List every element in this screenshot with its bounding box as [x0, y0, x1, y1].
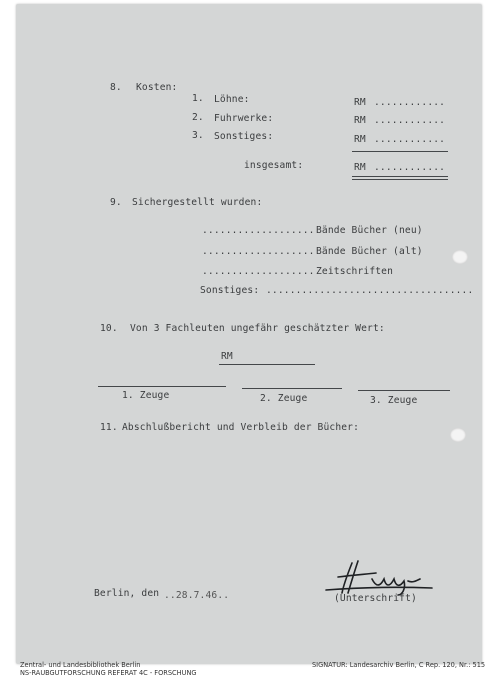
archive-footer-signature: SIGNATUR: Landesarchiv Berlin, C Rep. 120, Nr.: 515 — [312, 661, 486, 669]
total-currency: RM — [354, 162, 366, 173]
secured-dots: ................... — [202, 266, 315, 277]
cost-item-label: Fuhrwerke: — [214, 113, 274, 124]
cost-item-number: 1. — [192, 93, 204, 104]
secured-dots: ................... — [202, 225, 315, 236]
other-dots: ................................... — [266, 285, 474, 296]
place-label: Berlin, den — [94, 588, 160, 599]
total-double-rule-top — [352, 176, 448, 177]
section8-number: 8. — [110, 82, 122, 93]
witness-line — [242, 388, 342, 389]
archive-footer-left-line1: Zentral- und Landesbibliothek Berlin — [20, 661, 141, 669]
punch-hole — [452, 250, 468, 264]
other-label: Sonstiges: — [200, 285, 260, 296]
cost-item-currency: RM — [354, 97, 366, 108]
cost-item-label: Löhne: — [214, 94, 250, 105]
section11-number: 11. — [100, 422, 118, 433]
subtotal-rule — [352, 151, 448, 152]
date-value: ..28.7.46.. — [164, 590, 230, 601]
secured-label: Zeitschriften — [316, 266, 394, 277]
cost-item-label: Sonstiges: — [214, 131, 274, 142]
section10-number: 10. — [100, 323, 118, 334]
cost-item-dots: ............ — [374, 97, 446, 108]
cost-item-number: 3. — [192, 130, 204, 141]
witness-line — [358, 390, 450, 391]
witness-label: 3. Zeuge — [370, 395, 418, 406]
punch-hole — [450, 428, 466, 442]
document-page — [16, 4, 482, 664]
value-line — [219, 364, 315, 365]
total-label: insgesamt: — [244, 160, 304, 171]
total-dots: ............ — [374, 162, 446, 173]
section10-title: Von 3 Fachleuten ungefähr geschätzter Wert: — [130, 323, 385, 334]
cost-item-number: 2. — [192, 112, 204, 123]
section8-title: Kosten: — [136, 82, 178, 93]
witness-label: 2. Zeuge — [260, 393, 308, 404]
signature-label: (Unterschrift) — [334, 593, 417, 604]
cost-item-dots: ............ — [374, 115, 446, 126]
witness-line — [98, 386, 226, 387]
secured-dots: ................... — [202, 246, 315, 257]
cost-item-dots: ............ — [374, 134, 446, 145]
section9-title: Sichergestellt wurden: — [132, 197, 263, 208]
total-double-rule-bottom — [352, 179, 448, 180]
witness-label: 1. Zeuge — [122, 390, 170, 401]
handwritten-signature — [324, 557, 434, 597]
secured-label: Bände Bücher (alt) — [316, 246, 423, 257]
cost-item-currency: RM — [354, 115, 366, 126]
archive-footer-left-line2: NS-RAUBGUTFORSCHUNG REFERAT 4C - FORSCHUNG — [20, 669, 197, 677]
cost-item-currency: RM — [354, 134, 366, 145]
secured-label: Bände Bücher (neu) — [316, 225, 423, 236]
section9-number: 9. — [110, 197, 122, 208]
section11-title: Abschlußbericht und Verbleib der Bücher: — [122, 422, 360, 433]
value-currency: RM — [221, 351, 233, 362]
